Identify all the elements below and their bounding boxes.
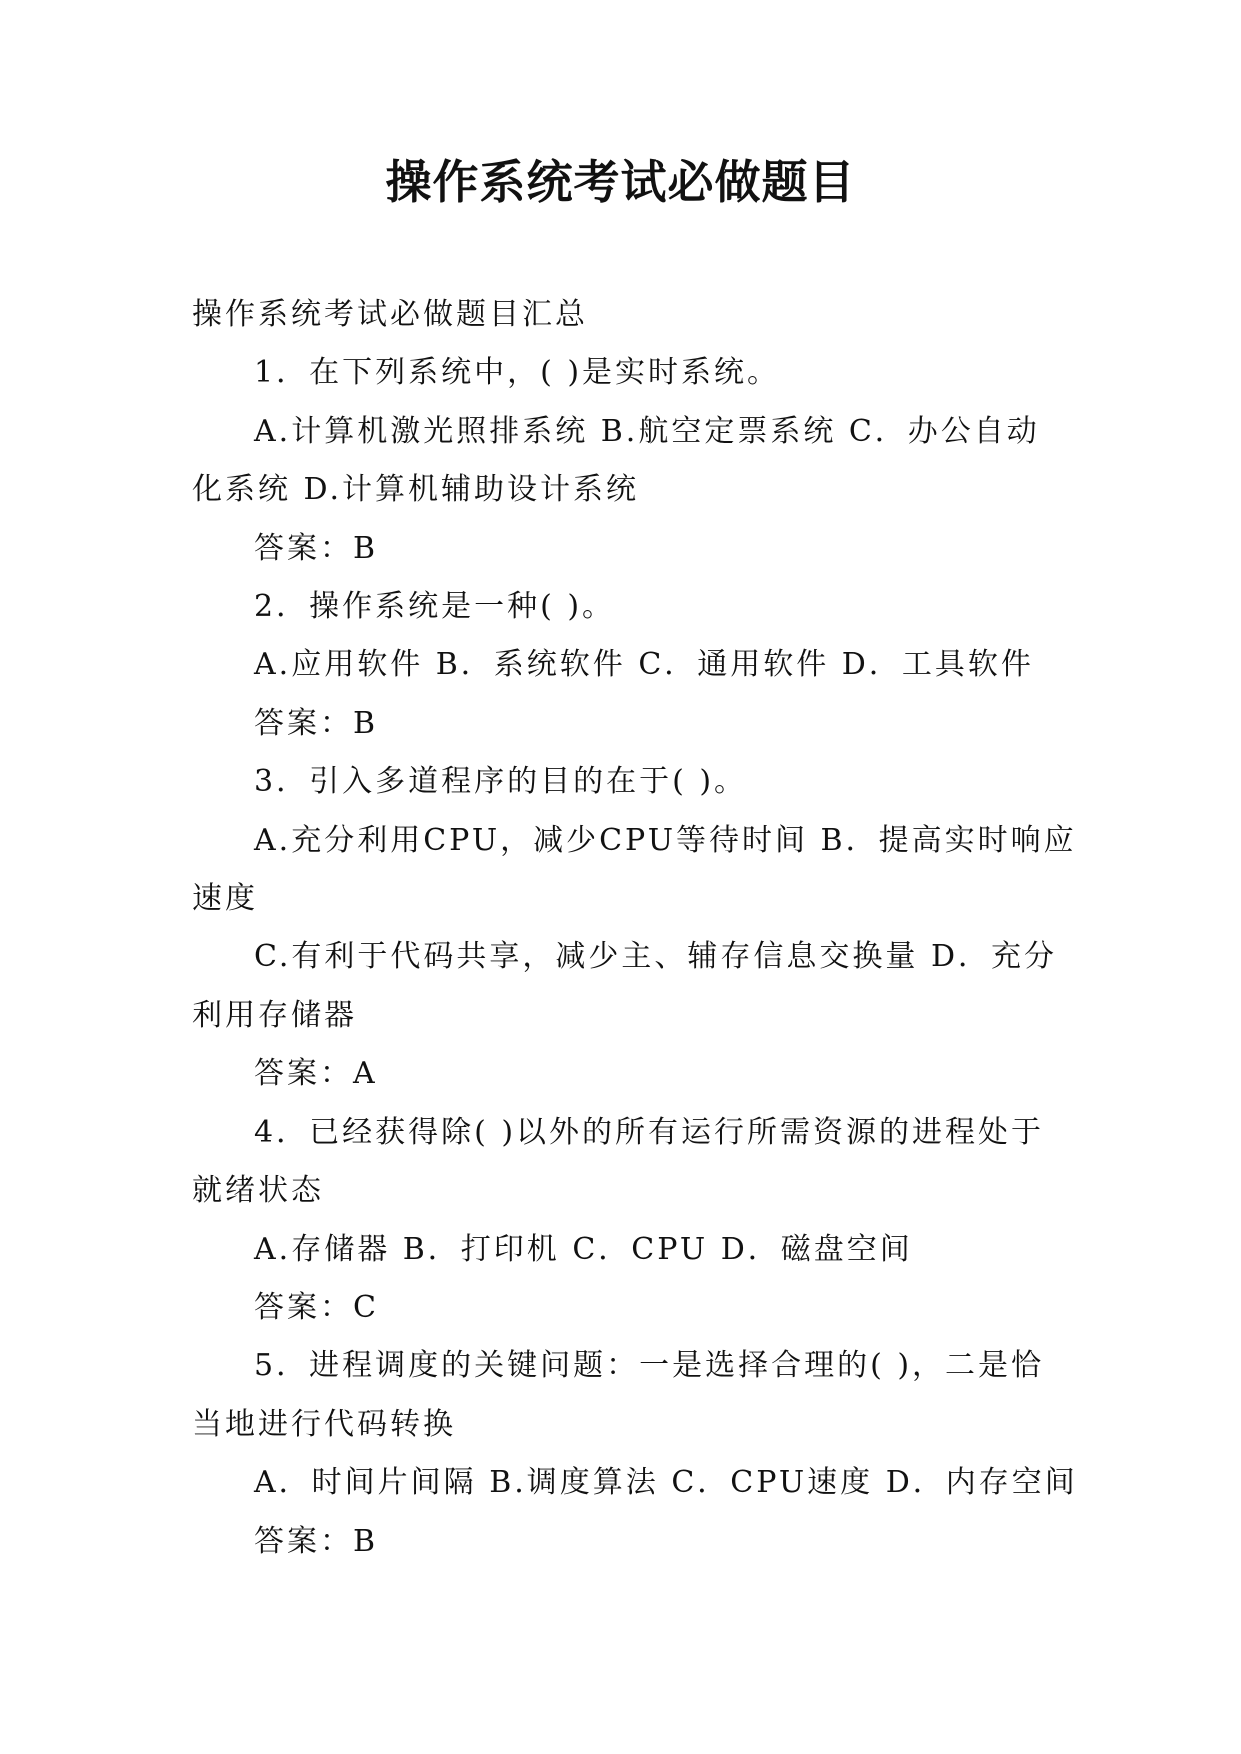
question-5-stem-continued: 当地进行代码转换: [192, 1406, 456, 1442]
intro-line: 操作系统考试必做题目汇总: [192, 297, 588, 332]
question-3-stem: 3．引入多道程序的目的在于( )。: [254, 764, 748, 800]
question-3-options-second-continued: 利用存储器: [192, 997, 357, 1033]
document-title: 操作系统考试必做题目: [385, 155, 856, 209]
question-1-options: A.计算机激光照排系统 B.航空定票系统 C．办公自动: [254, 413, 1040, 449]
question-2-stem: 2．操作系统是一种( )。: [254, 589, 616, 625]
question-3-answer: 答案：A: [254, 1056, 378, 1092]
question-4-options: A.存储器 B．打印机 C．CPU D．磁盘空间: [254, 1231, 913, 1267]
question-3-options-second: C.有利于代码共享，减少主、辅存信息交换量 D．充分: [254, 939, 1058, 975]
question-1-stem: 1．在下列系统中，( )是实时系统。: [254, 355, 781, 391]
question-2-answer: 答案：B: [254, 705, 379, 741]
question-4-answer: 答案：C: [254, 1289, 379, 1325]
document-body: [192, 286, 1078, 1571]
question-4-stem: 4．已经获得除( )以外的所有运行所需资源的进程处于: [254, 1114, 1045, 1150]
question-2-options: A.应用软件 B．系统软件 C．通用软件 D．工具软件: [254, 647, 1034, 683]
question-5-answer: 答案：B: [254, 1523, 379, 1559]
question-4-stem-continued: 就绪状态: [192, 1173, 324, 1209]
question-1-answer: 答案：B: [254, 530, 379, 566]
question-1-options-continued: 化系统 D.计算机辅助设计系统: [192, 472, 640, 508]
question-5-stem: 5．进程调度的关键问题：一是选择合理的( )，二是恰: [254, 1348, 1045, 1384]
question-3-options-continued: 速度: [192, 881, 258, 917]
question-5-options: A．时间片间隔 B.调度算法 C．CPU速度 D．内存空间: [254, 1465, 1078, 1501]
question-3-options: A.充分利用CPU，减少CPU等待时间 B．提高实时响应: [254, 822, 1077, 858]
